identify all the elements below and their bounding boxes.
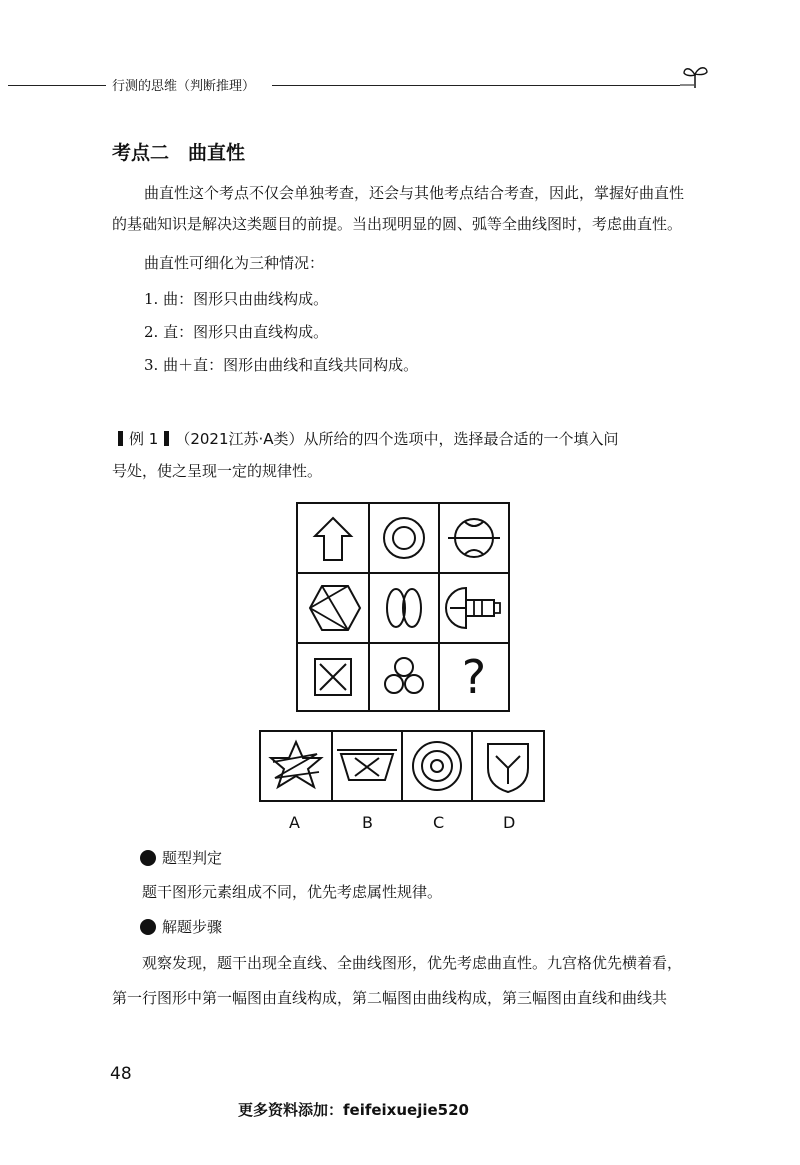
arrow-up-icon xyxy=(298,504,368,572)
triple-circles-icon xyxy=(403,732,471,800)
square-x-icon xyxy=(298,644,368,710)
steps-heading xyxy=(140,912,222,943)
option-b[interactable] xyxy=(331,730,403,802)
options-row xyxy=(259,730,545,802)
grid-cell-r2c1 xyxy=(296,572,370,644)
type-heading-text: 题型判定 xyxy=(162,849,223,867)
intro-line-3: 曲直性可细化为三种情况： xyxy=(144,254,325,272)
marker-bar-left xyxy=(118,431,123,446)
option-label-b: B xyxy=(362,813,373,832)
example-source: （2021江苏·A类）从所给的四个选项中，选择最合适的一个填入问 xyxy=(175,430,619,448)
bolt-shape-icon xyxy=(440,574,508,642)
trapezoid-x-icon xyxy=(333,732,401,800)
option-d[interactable] xyxy=(471,730,545,802)
rule-item-2: 2. 直：图形只由直线构成。 xyxy=(144,323,329,341)
grid-cell-r3c1 xyxy=(296,642,370,712)
page-number: 48 xyxy=(110,1064,132,1084)
concentric-circles-icon xyxy=(370,504,438,572)
rule-item-3: 3. 曲＋直：图形由曲线和直线共同构成。 xyxy=(144,356,419,374)
grid-cell-r2c3 xyxy=(438,572,510,644)
section-title: 考点二 曲直性 xyxy=(112,142,246,164)
puzzle-grid xyxy=(296,502,510,712)
circle-arcs-line-icon xyxy=(440,504,508,572)
grid-cell-r2c2 xyxy=(368,572,440,644)
type-heading xyxy=(140,843,222,874)
rule-item-1: 1. 曲：图形只由曲线构成。 xyxy=(144,290,329,308)
header-rule-left xyxy=(8,85,106,86)
example-prompt-line-1 xyxy=(112,424,619,455)
three-circles-icon xyxy=(370,644,438,710)
option-c[interactable] xyxy=(401,730,473,802)
option-label-d: D xyxy=(503,813,516,832)
target-icon xyxy=(140,850,156,866)
steps-heading-text: 解题步骤 xyxy=(162,918,223,936)
option-a[interactable] xyxy=(259,730,333,802)
running-header: 行测的思维（判断推理） xyxy=(112,79,256,94)
grid-cell-r1c1 xyxy=(296,502,370,574)
intro-line-1: 曲直性这个考点不仅会单独考查，还会与其他考点结合考查，因此，掌握好曲直性 xyxy=(144,184,685,202)
two-ovals-icon xyxy=(370,574,438,642)
marker-bar-right xyxy=(164,431,169,446)
option-label-c: C xyxy=(433,813,445,832)
header-rule-right xyxy=(272,85,680,86)
grid-cell-r1c3 xyxy=(438,502,510,574)
question-mark: ? xyxy=(461,650,487,704)
grid-cell-r3c2 xyxy=(368,642,440,712)
grid-cell-r1c2 xyxy=(368,502,440,574)
star-z-icon xyxy=(261,732,331,800)
intro-line-2: 的基础知识是解决这类题目的前提。当出现明显的圆、弧等全曲线图时，考虑曲直性。 xyxy=(112,215,683,233)
grid-cell-r3c3 xyxy=(438,642,510,712)
steps-line-2: 第一行图形中第一幅图由直线构成，第二幅图由曲线构成，第三幅图由直线和曲线共 xyxy=(112,989,668,1007)
sprout-icon xyxy=(680,62,710,90)
promo-text: 更多资料添加：feifeixuejie520 xyxy=(238,1101,469,1119)
example-prompt-line-2: 号处，使之呈现一定的规律性。 xyxy=(112,462,323,480)
steps-line-1: 观察发现，题干出现全直线、全曲线图形，优先考虑曲直性。九宫格优先横着看， xyxy=(142,954,683,972)
shield-y-icon xyxy=(473,732,543,800)
hexagon-triangle-icon xyxy=(298,574,368,642)
type-text: 题干图形元素组成不同，优先考虑属性规律。 xyxy=(142,883,443,901)
leaf-icon xyxy=(140,919,156,935)
example-label: 例 1 xyxy=(129,430,159,448)
option-label-a: A xyxy=(289,813,300,832)
